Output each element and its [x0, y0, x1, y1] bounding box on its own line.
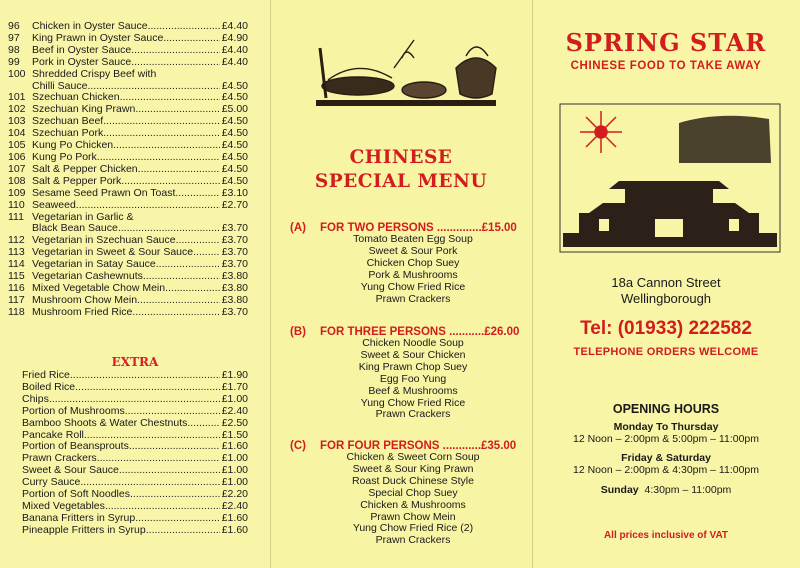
menu-item-name: Pork in Oyster Sauce .....	[32, 57, 220, 69]
set-dish: Chicken Chop Suey	[366, 256, 460, 269]
menu-item	[8, 259, 248, 271]
menu-item-number: 118	[8, 305, 25, 318]
set-dish: Special Chop Suey	[368, 486, 458, 499]
menu-item-name: Seaweed .....	[32, 200, 220, 212]
menu-item-price: £5.00	[221, 103, 248, 116]
extra-item-price: £1.00	[221, 392, 248, 405]
extra-item-name: Portion of Soft Noodles .....	[22, 489, 220, 501]
menu-item-price: £4.50	[221, 150, 248, 163]
extra-item	[22, 525, 248, 537]
menu-item	[8, 104, 248, 116]
menu-item	[8, 164, 248, 176]
set-dish: Sweet & Sour Pork	[368, 244, 458, 257]
hours-day: Friday & Saturday	[621, 452, 711, 464]
extra-item-name: Chips .....	[22, 394, 220, 406]
telephone: Tel: (01933) 222582	[580, 318, 752, 339]
menu-item-price: £4.40	[221, 43, 248, 56]
set-label: FOR FOUR PERSONS ............£35.00	[320, 440, 517, 452]
menu-item-name: King Prawn in Oyster Sauce .....	[32, 33, 220, 45]
set-menu-a	[290, 222, 530, 305]
address	[532, 275, 800, 307]
set-menu-c	[290, 440, 530, 547]
menu-item-name: Vegetarian Cashewnuts .....	[32, 271, 220, 283]
special-menu-title	[270, 146, 532, 194]
set-dish: King Prawn Chop Suey	[358, 360, 468, 373]
menu-item-name: Beef in Oyster Sauce .....	[32, 45, 220, 57]
menu-item-name: Chilli Sauce .....	[32, 81, 220, 93]
menu-item-name: Chicken in Oyster Sauce .....	[32, 21, 220, 33]
set-dish: Prawn Crackers	[375, 408, 451, 421]
menu-item	[8, 152, 248, 164]
menu-item-name: Vegetarian in Szechuan Sauce .....	[32, 235, 220, 247]
restaurant-name: SPRING STAR	[565, 28, 767, 57]
menu-item	[8, 188, 248, 200]
menu-item	[8, 57, 248, 69]
menu-item-number: 108	[8, 174, 26, 187]
menu-item	[8, 116, 248, 128]
menu-item	[8, 235, 248, 247]
menu-item-price: £4.90	[221, 31, 248, 44]
menu-item-number: 103	[8, 115, 26, 128]
menu-item	[8, 33, 248, 45]
extra-item-name: Pineapple Fritters in Syrup .....	[22, 525, 220, 537]
extra-item-price: £2.20	[221, 488, 248, 501]
menu-item-price: £3.80	[221, 270, 248, 283]
menu-item-name: Vegetarian in Sweet & Sour Sauce .....	[32, 247, 220, 259]
menu-item-price: £3.70	[221, 246, 248, 259]
hours-times: 12 Noon – 2:00pm & 5:00pm – 11:00pm	[572, 433, 759, 445]
menu-item	[8, 92, 248, 104]
menu-item-number: 117	[8, 293, 25, 306]
food-illustration	[306, 28, 502, 108]
set-code: (C)	[290, 440, 306, 452]
extra-item-list	[22, 370, 248, 537]
menu-item	[8, 21, 248, 33]
menu-item	[8, 128, 248, 140]
menu-item-price: £3.70	[221, 234, 248, 247]
menu-item	[8, 45, 248, 57]
set-label: FOR TWO PERSONS ..............£15.00	[320, 222, 517, 234]
menu-item-name: Black Bean Sauce .....	[32, 223, 220, 235]
menu-item-number: 116	[8, 281, 25, 294]
extra-item	[22, 465, 248, 477]
menu-item-number: 96	[8, 20, 20, 32]
menu-item-price: £4.50	[221, 174, 248, 187]
menu-item	[8, 176, 248, 188]
menu-item	[8, 283, 248, 295]
set-code: (A)	[290, 222, 306, 234]
special-menu-title-line1: CHINESE	[349, 147, 453, 168]
set-dish: Prawn Crackers	[375, 292, 451, 305]
set-dish: Prawn Chow Mein	[370, 510, 456, 523]
extra-item-price: £1.70	[221, 380, 248, 393]
set-dish: Egg Foo Yung	[379, 372, 447, 385]
set-dish: Pork & Mushrooms	[368, 268, 458, 281]
extra-item	[22, 382, 248, 394]
extra-item-price: £2.50	[221, 416, 248, 429]
menu-item-price: £4.50	[221, 79, 248, 92]
set-dish: Sweet & Sour Chicken	[360, 348, 466, 361]
extra-item-name: Pancake Roll .....	[22, 430, 220, 442]
menu-item-name: Mushroom Fried Rice .....	[32, 307, 220, 319]
menu-item-price: £4.40	[221, 55, 248, 68]
set-dish: Sweet & Sour King Prawn	[352, 462, 474, 475]
menu-item	[8, 81, 248, 93]
hours-sunday	[532, 484, 800, 496]
set-dish: Yung Chow Fried Rice (2)	[352, 522, 474, 535]
menu-item-name: Kung Po Pork .....	[32, 152, 220, 164]
extra-item-price: £2.40	[221, 499, 248, 512]
opening-hours-title: OPENING HOURS	[612, 402, 720, 416]
menu-item-number: 111	[8, 210, 24, 223]
set-dish: Roast Duck Chinese Style	[352, 474, 474, 487]
address-line2: Wellingborough	[620, 291, 712, 306]
extra-item-price: £1.60	[221, 523, 248, 536]
set-label: FOR THREE PERSONS ...........£26.00	[320, 326, 520, 338]
address-line1: 18a Cannon Street	[611, 275, 721, 290]
extra-item	[22, 406, 248, 418]
temple-illustration	[559, 103, 781, 253]
menu-item-name: Vegetarian in Satay Sauce .....	[32, 259, 220, 271]
set-dish: Tomato Beaten Egg Soup	[353, 233, 473, 245]
extra-item	[22, 441, 248, 453]
menu-item	[8, 69, 248, 81]
hours-day: Sunday	[600, 484, 639, 496]
menu-item	[8, 200, 248, 212]
set-dish: Yung Chow Fried Rice	[360, 280, 466, 293]
menu-item-number: 99	[8, 55, 20, 68]
extra-item-name: Banana Fritters in Syrup .....	[22, 513, 220, 525]
extra-item-name: Portion of Beansprouts .....	[22, 441, 220, 453]
menu-item-number: 110	[8, 198, 25, 211]
menu-item-number: 100	[8, 67, 26, 80]
extra-item-price: £1.50	[221, 428, 248, 441]
set-item-list	[318, 338, 508, 421]
menu-item-name: Shredded Crispy Beef with	[32, 68, 157, 80]
extra-item-price: £1.90	[221, 369, 248, 381]
hours-times: 12 Noon – 2:00pm & 4:30pm – 11:00pm	[572, 464, 759, 476]
fold-line	[270, 0, 271, 568]
menu-item-name: Mushroom Chow Mein .....	[32, 295, 220, 307]
set-code: (B)	[290, 326, 306, 338]
menu-item-price: £4.50	[221, 162, 248, 175]
menu-item-name: Sesame Seed Prawn On Toast .....	[32, 188, 220, 200]
extra-item-name: Portion of Mushrooms .....	[22, 406, 220, 418]
hours-times: 4:30pm – 11:00pm	[644, 484, 732, 496]
menu-item	[8, 140, 248, 152]
extra-item	[22, 477, 248, 489]
special-menu-title-line2: SPECIAL MENU	[314, 171, 488, 192]
extra-item-price: £1.60	[221, 440, 248, 453]
menu-item	[8, 212, 248, 224]
menu-item-price: £3.10	[221, 186, 248, 199]
set-item-list	[318, 452, 508, 547]
menu-item-name: Salt & Pepper Chicken .....	[32, 164, 220, 176]
star-icon	[580, 111, 622, 153]
menu-item-number: 105	[8, 139, 26, 152]
menu-item-name: Vegetarian in Garlic &	[32, 211, 134, 223]
set-menu-b	[290, 326, 530, 421]
menu-item-price: £3.70	[221, 222, 248, 235]
menu-item-name: Mixed Vegetable Chow Mein .....	[32, 283, 220, 295]
extra-item-name: Curry Sauce .....	[22, 477, 220, 489]
menu-item-name: Szechuan Pork .....	[32, 128, 220, 140]
extra-item-name: Bamboo Shoots & Water Chestnuts .....	[22, 418, 220, 430]
menu-item-number: 106	[8, 150, 26, 163]
extra-item	[22, 430, 248, 442]
menu-item-price: £3.70	[221, 305, 248, 318]
extra-section-title: EXTRA	[111, 355, 159, 369]
menu-item-number: 104	[8, 127, 26, 140]
menu-item-price: £4.40	[221, 20, 248, 32]
menu-item	[8, 223, 248, 235]
extra-item	[22, 513, 248, 525]
vat-note: All prices inclusive of VAT	[603, 530, 729, 541]
extra-item	[22, 501, 248, 513]
extra-item-name: Prawn Crackers .....	[22, 453, 220, 465]
menu-item-price: £3.80	[221, 293, 248, 306]
menu-item-price: £4.50	[221, 139, 248, 152]
extra-item-name: Sweet & Sour Sauce .....	[22, 465, 220, 477]
menu-item-number: 97	[8, 31, 20, 44]
hours-weekend	[532, 452, 800, 476]
menu-item-name: Szechuan King Prawn .....	[32, 104, 220, 116]
telephone-note: TELEPHONE ORDERS WELCOME	[573, 346, 759, 358]
menu-item-name: Szechuan Chicken .....	[32, 92, 220, 104]
extra-item-price: £2.40	[221, 404, 248, 417]
menu-item-number: 113	[8, 246, 25, 259]
menu-item	[8, 295, 248, 307]
menu-item-price: £4.50	[221, 115, 248, 128]
tagline: CHINESE FOOD TO TAKE AWAY	[570, 60, 762, 72]
extra-item-name: Mixed Vegetables .....	[22, 501, 220, 513]
hours-weekdays	[532, 421, 800, 445]
menu-item-list	[8, 21, 248, 319]
set-dish: Beef & Mushrooms	[368, 384, 458, 397]
menu-item-price: £3.80	[221, 281, 248, 294]
menu-item-number: 98	[8, 43, 20, 56]
menu-item-name: Salt & Pepper Pork .....	[32, 176, 220, 188]
extra-item	[22, 453, 248, 465]
menu-item-number: 114	[8, 258, 25, 271]
extra-item	[22, 370, 248, 382]
extra-item-price: £1.00	[221, 452, 248, 465]
menu-item-price: £3.70	[221, 258, 248, 271]
menu-item-number: 109	[8, 186, 26, 199]
set-item-list	[318, 234, 508, 305]
menu-item	[8, 247, 248, 259]
set-dish: Chicken & Sweet Corn Soup	[346, 451, 480, 463]
extra-item-price: £1.60	[221, 511, 248, 524]
menu-item-price	[220, 69, 248, 81]
extra-item-name: Fried Rice .....	[22, 370, 220, 382]
menu-item-price: £4.50	[221, 91, 248, 104]
menu-item-price: £4.50	[221, 127, 248, 140]
menu-item-number: 115	[8, 270, 25, 283]
extra-item	[22, 418, 248, 430]
menu-item-number: 107	[8, 162, 26, 175]
extra-item	[22, 394, 248, 406]
menu-item	[8, 307, 248, 319]
hours-day: Monday To Thursday	[613, 421, 719, 433]
menu-item-number: 101	[8, 91, 26, 104]
extra-item	[22, 489, 248, 501]
menu-item-name: Szechuan Beef .....	[32, 116, 220, 128]
menu-item-name: Kung Po Chicken .....	[32, 140, 220, 152]
extra-item-price: £1.00	[221, 464, 248, 477]
set-dish: Chicken Noodle Soup	[362, 337, 464, 349]
extra-item-price: £1.00	[221, 476, 248, 489]
set-dish: Prawn Crackers	[375, 534, 451, 547]
menu-item	[8, 271, 248, 283]
menu-item-number: 102	[8, 103, 26, 116]
set-dish: Yung Chow Fried Rice	[360, 396, 466, 409]
set-dish: Chicken & Mushrooms	[360, 498, 466, 511]
extra-item-name: Boiled Rice .....	[22, 382, 220, 394]
menu-item-number: 112	[8, 234, 25, 247]
menu-item-price: £2.70	[221, 198, 248, 211]
